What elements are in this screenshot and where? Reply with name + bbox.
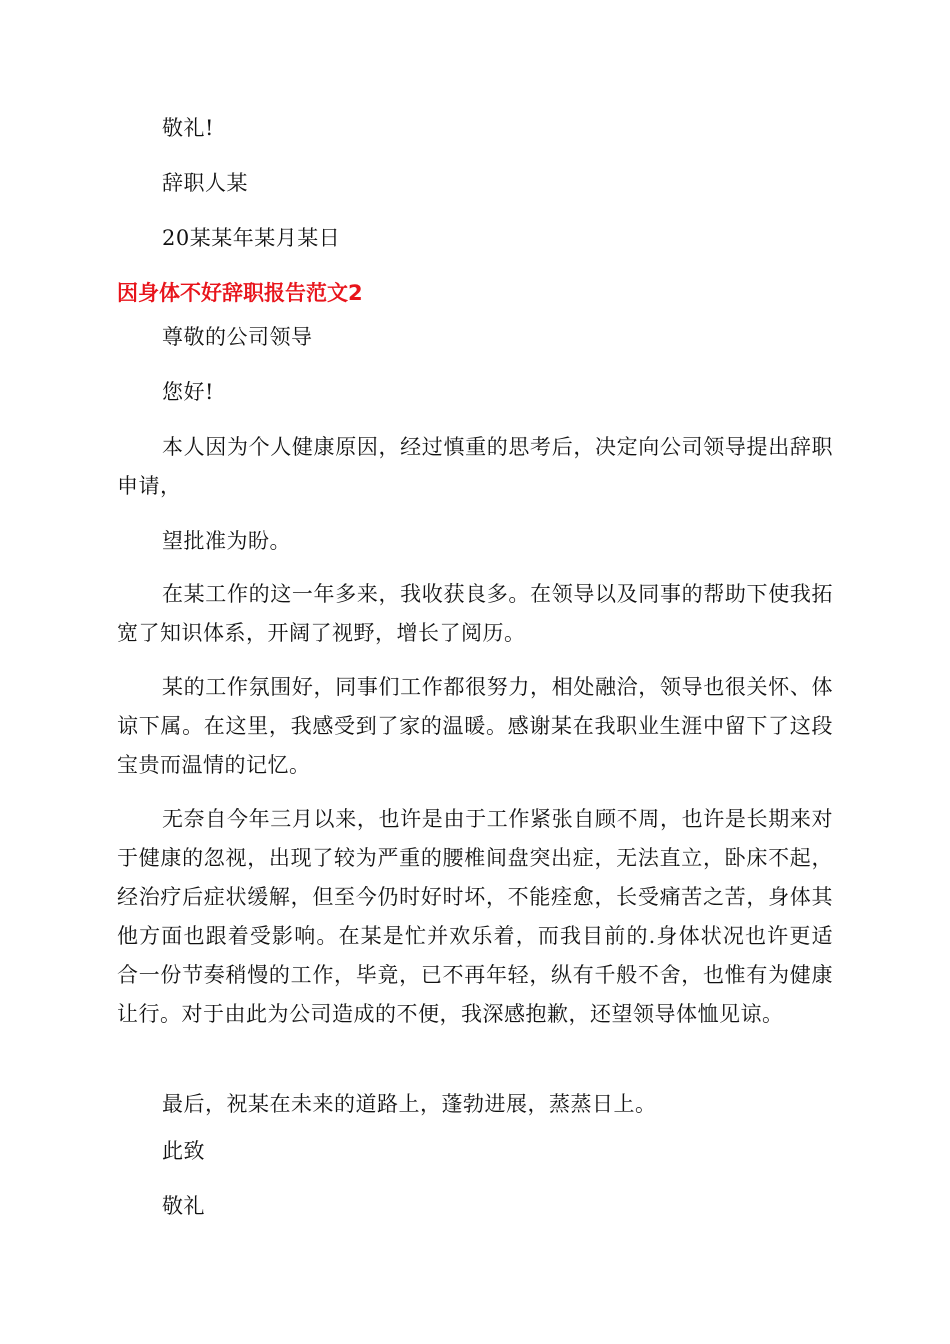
closing-line-2: 敬礼 — [162, 1194, 205, 1218]
body-paragraph-5: 无奈自今年三月以来，也许是由于工作紧张自顾不周，也许是长期来对于健康的忽视，出现了较为严重的腰椎间盘突出症，无法直立，卧床不起，经治疗后症状缓解，但至今仍时好时坏，不能痊愈，长受痛苦之苦，身体其他方面也跟着受影响。在某是忙并欢乐着，而我目前的.身体状况也许更适合一份节奏稍慢的工作，毕竟，已不再年轻，纵有千般不舍，也惟有为健康让行。对于由此为公司造成的不便，我深感抱歉，还望领导体恤见谅。 — [117, 807, 833, 1026]
body-paragraph-4: 某的工作氛围好，同事们工作都很努力，相处融洽，领导也很关怀、体谅下属。在这里，我感受到了家的温暖。感谢某在我职业生涯中留下了这段宝贵而温情的记忆。 — [117, 675, 833, 777]
body-paragraph-1: 本人因为个人健康原因，经过慎重的思考后，决定向公司领导提出辞职申请， — [117, 435, 833, 498]
letter-date: 20某某年某月某日 — [162, 226, 341, 250]
section-title: 因身体不好辞职报告范文2 — [117, 281, 363, 305]
body-paragraph-2: 望批准为盼。 — [162, 529, 291, 553]
salutation: 尊敬的公司领导 — [162, 325, 313, 349]
closing-line-1: 此致 — [162, 1139, 205, 1163]
body-paragraph-6: 最后，祝某在未来的道路上，蓬勃进展，蒸蒸日上。 — [162, 1092, 657, 1116]
closing-regards-top: 敬礼! — [162, 116, 214, 140]
greeting: 您好! — [162, 380, 214, 404]
signer-name: 辞职人某 — [162, 171, 248, 195]
body-paragraph-3: 在某工作的这一年多来，我收获良多。在领导以及同事的帮助下使我拓宽了知识体系，开阔了视野，增长了阅历。 — [117, 582, 833, 645]
